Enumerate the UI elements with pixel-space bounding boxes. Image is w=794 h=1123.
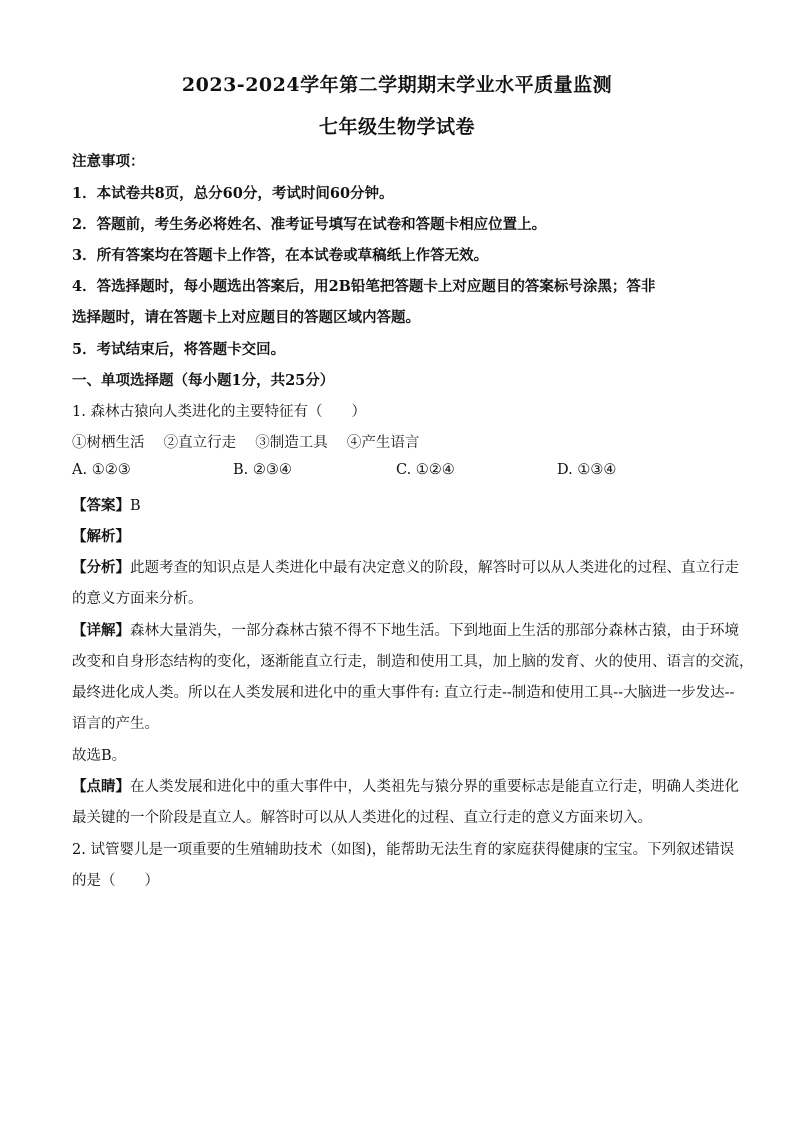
notice-item-4-cont: 选择题时，请在答题卡上对应题目的答题区域内答题。	[72, 309, 420, 326]
fenxi-text-1: 此题考查的知识点是人类进化中最有决定意义的阶段，解答时可以从人类进化的过程、直立行走	[130, 560, 739, 576]
q1-items: ①树栖生活 ②直立行走 ③制造工具 ④产生语言	[72, 435, 420, 451]
fenxi-line-2: 的意义方面来分析。	[72, 591, 203, 607]
dianjing-text-1: 在人类发展和进化中的重大事件中，人类祖先与猿分界的重要标志是能直立行走，明确人类进化	[130, 779, 739, 795]
exam-title: 2023-2024学年第二学期期末学业水平质量监测	[181, 74, 613, 96]
notice-heading: 注意事项：	[72, 153, 145, 170]
xiangjie-line-2: 改变和自身形态结构的变化，逐渐能直立行走，制造和使用工具，加上脑的发育、火的使用、语言的交流，	[72, 654, 754, 670]
xiangjie-text-1: 森林大量消失，一部分森林古猿不得不下地生活。下到地面上生活的那部分森林古猿，由于环境	[130, 623, 739, 639]
dianjing-tag: 【点睛】	[72, 778, 130, 795]
section-heading: 一、单项选择题（每小题1分，共25分）	[72, 372, 335, 389]
fenxi-tag: 【分析】	[72, 559, 130, 576]
answer-value: B	[130, 498, 141, 514]
answer-tag: 【答案】	[72, 497, 130, 514]
q1-option-a: A. ①②③	[72, 462, 131, 478]
q2-stem-line-1: 2. 试管婴儿是一项重要的生殖辅助技术（如图)，能帮助无法生育的家庭获得健康的宝宝。下列叙述错误	[72, 842, 735, 858]
q1-answer-line	[72, 494, 141, 515]
dianjing-line-1	[72, 775, 739, 796]
exam-subtitle: 七年级生物学试卷	[318, 116, 475, 138]
xiangjie-line-4: 语言的产生。	[72, 716, 159, 732]
q1-stem: 1. 森林古猿向人类进化的主要特征有（ ）	[72, 404, 366, 420]
notice-item-3: 3．所有答案均在答题卡上作答，在本试卷或草稿纸上作答无效。	[72, 247, 489, 264]
notice-item-1: 1．本试卷共8页，总分60分，考试时间60分钟。	[72, 185, 394, 202]
dianjing-line-2: 最关键的一个阶段是直立人。解答时可以从人类进化的过程、直立行走的意义方面来切入。	[72, 810, 652, 826]
q1-option-c: C. ①②④	[396, 462, 455, 478]
q1-analysis-line	[72, 525, 130, 546]
q1-option-b: B. ②③④	[233, 462, 292, 478]
analysis-tag: 【解析】	[72, 528, 130, 545]
xiangjie-tag: 【详解】	[72, 622, 130, 639]
notice-item-4: 4．答选择题时，每小题选出答案后，用2B铅笔把答题卡上对应题目的答案标号涂黑；答非	[72, 278, 656, 295]
notice-item-2: 2．答题前，考生务必将姓名、准考证号填写在试卷和答题卡相应位置上。	[72, 216, 547, 233]
choice-line: 故选B。	[72, 748, 127, 764]
xiangjie-line-1	[72, 619, 739, 640]
q1-option-d: D. ①③④	[557, 462, 617, 478]
q2-stem-line-2: 的是（ ）	[72, 873, 159, 889]
notice-item-5: 5．考试结束后，将答题卡交回。	[72, 341, 286, 358]
xiangjie-line-3: 最终进化成人类。所以在人类发展和进化中的重大事件有: 直立行走--制造和使用工具--大脑进一步发达--	[72, 685, 735, 701]
fenxi-line-1	[72, 556, 739, 577]
